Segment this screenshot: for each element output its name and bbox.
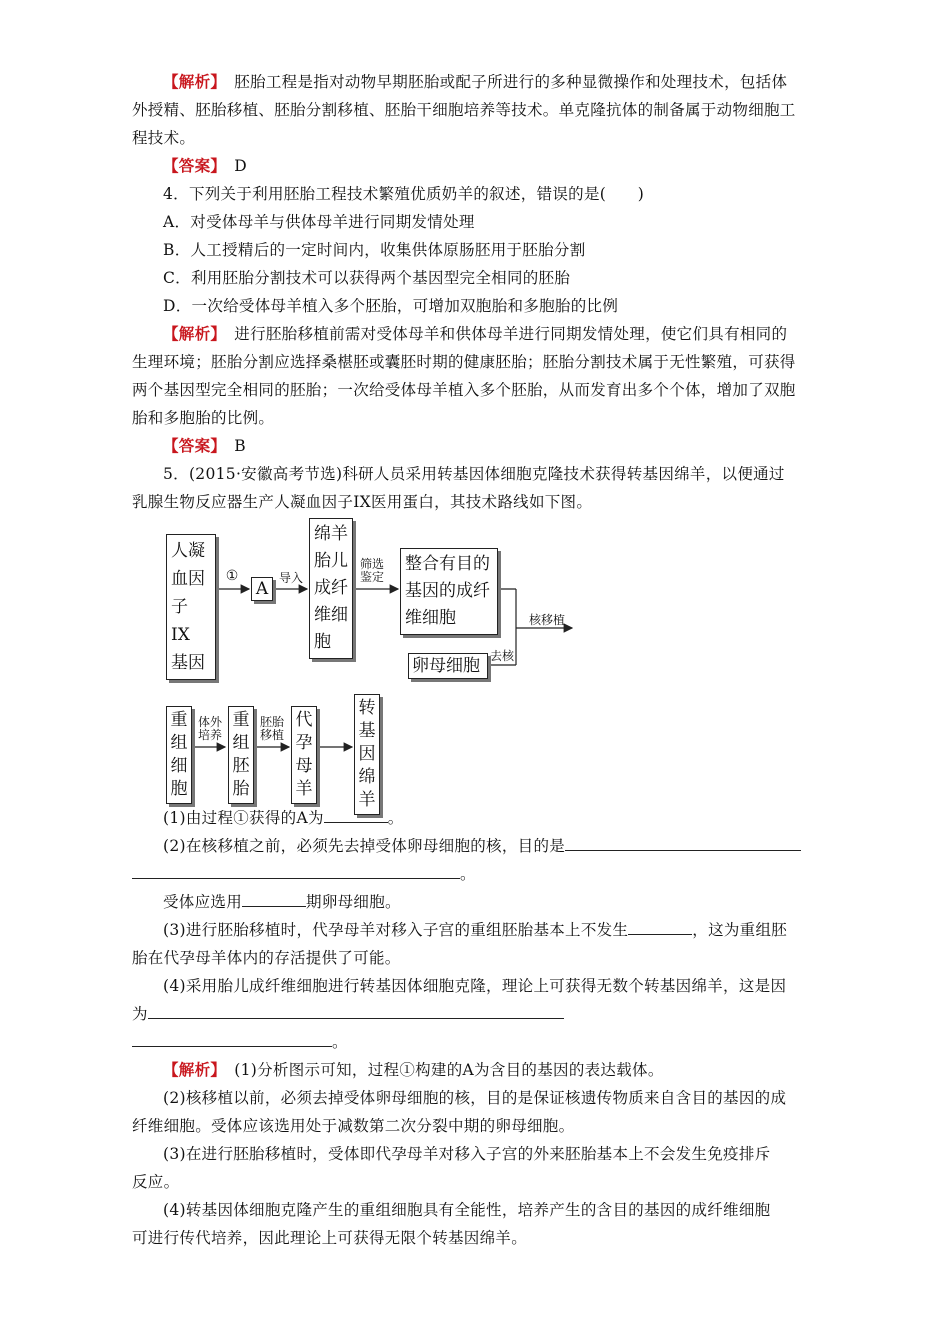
answer-blank[interactable]	[565, 834, 801, 851]
q5-sub3-post: ，这为重组胚	[692, 921, 788, 939]
q4-option-d: D．一次给受体母羊植入多个胚胎，可增加双胞胎和多胞胎的比例	[163, 297, 619, 315]
q5-analysis-3b: 反应。	[132, 1173, 180, 1191]
q5-sub4-l2: 为	[132, 1005, 148, 1023]
q5-analysis-2b: 纤维细胞。受体应该选用处于减数第二次分裂中期的卵母细胞。	[132, 1117, 575, 1135]
human-factor-ix-gene-box	[166, 534, 216, 680]
result-text-1: 转	[358, 698, 376, 718]
q5-sub3	[163, 916, 853, 944]
q5-sub1	[163, 804, 853, 832]
q5-analysis-4a: (4)转基因体细胞克隆产生的重组细胞具有全能性，培养产生的含目的基因的成纤维细胞	[163, 1201, 771, 1219]
answer-blank[interactable]	[132, 862, 460, 879]
reembryo-text-1: 重	[232, 710, 250, 730]
q5-analysis-1	[163, 1056, 853, 1084]
result-text-4: 绵	[358, 767, 376, 787]
q5-stem-line-2: 乳腺生物反应器生产人凝血因子IX医用蛋白，其技术路线如下图。	[132, 493, 593, 511]
answer-blank[interactable]	[628, 918, 692, 935]
q5-sub2	[163, 832, 853, 860]
q4-option-a: A．对受体母羊与供体母羊进行同期发情处理	[163, 213, 475, 231]
q5-stem-line-1: 5．(2015·安徽高考节选)科研人员采用转基因体细胞克隆技术获得转基因绵羊，以便通过	[163, 465, 785, 483]
q3-analysis-line-3: 程技术。	[132, 129, 196, 147]
surrogate-text-1: 代	[295, 710, 313, 730]
q5-sub4: (4)采用胎儿成纤维细胞进行转基因体细胞克隆，理论上可获得无数个转基因绵羊，这是因	[163, 977, 787, 995]
reembryo-text-4: 胎	[232, 779, 250, 799]
q4-answer: B	[234, 437, 246, 455]
recell-text-2: 组	[170, 733, 188, 753]
result-text-5: 羊	[358, 790, 376, 810]
q5-sub4-cont2	[132, 1028, 822, 1056]
q5-sub2b-post: 期卵母细胞。	[306, 893, 401, 911]
gene-text-2: 血因	[171, 569, 205, 589]
in-vitro-culture-label	[195, 716, 225, 742]
fibro-text-5: 胞	[314, 632, 331, 652]
result-text-3: 因	[358, 744, 376, 764]
gene-text-1: 人凝	[171, 541, 205, 561]
q5-sub2-cont	[132, 860, 822, 888]
surrogate-ewe-box	[291, 706, 317, 804]
gene-text-4: 基因	[171, 653, 205, 673]
answer-blank[interactable]	[132, 1030, 332, 1047]
answer-blank[interactable]	[148, 1002, 564, 1019]
analysis-tag: 【解析】	[163, 324, 219, 343]
target-text-2: 基因的成纤	[405, 581, 490, 601]
q5-analysis-1-text: (1)分析图示可知，过程①构建的A为含目的基因的表达载体。	[234, 1061, 664, 1079]
q5-sub2-text: (2)在核移植之前，必须先去掉受体卵母细胞的核，目的是	[163, 837, 566, 855]
analysis-tag: 【解析】	[163, 72, 219, 91]
surrogate-text-3: 母	[295, 756, 313, 776]
q3-analysis-text: 胚胎工程是指对动物早期胚胎或配子所进行的多种显微操作和处理技术，包括体	[234, 73, 788, 91]
oocyte-box: 卵母细胞	[408, 653, 488, 679]
nuclear-transfer-label: 核移植	[528, 613, 565, 627]
screen-identify-label	[355, 558, 389, 584]
target-gene-fibroblast-box	[400, 548, 498, 635]
recell-text-3: 细	[170, 756, 188, 776]
culture-text-2: 培养	[197, 728, 222, 742]
q4-option-b: B．人工授精后的一定时间内，收集供体原肠胚用于胚胎分割	[163, 241, 586, 259]
q5-sub1-text: (1)由过程①获得的A为	[163, 809, 324, 827]
step-1-label: ①	[225, 568, 239, 584]
fibro-text-1: 绵羊	[314, 524, 348, 544]
fibro-text-4: 维细	[314, 605, 348, 625]
target-text-1: 整合有目的	[405, 554, 490, 574]
sheep-fetal-fibroblast-box	[309, 518, 353, 659]
recell-text-1: 重	[170, 710, 188, 730]
answer-tag: 【答案】	[163, 156, 219, 175]
q5-analysis-4b: 可进行传代培养，因此理论上可获得无限个转基因绵羊。	[132, 1229, 528, 1247]
q5-sub3-cont: 胎在代孕母羊体内的存活提供了可能。	[132, 949, 401, 967]
recombinant-embryo-box	[228, 706, 254, 804]
embryo-transfer-label	[257, 716, 287, 742]
fibro-text-2: 胎儿	[314, 551, 348, 571]
q4-analysis-line-2: 生理环境；胚胎分割应选择桑椹胚或囊胚时期的健康胚胎；胚胎分割技术属于无性繁殖，可获得	[132, 353, 796, 371]
result-text-2: 基	[358, 721, 376, 741]
gene-text-3: 子 IX	[171, 597, 190, 645]
transfer-text-2: 移植	[259, 728, 284, 742]
q4-stem: 4．下列关于利用胚胎工程技术繁殖优质奶羊的叙述，错误的是( )	[163, 185, 645, 203]
q5-sub1-end: 。	[387, 809, 404, 827]
answer-blank[interactable]	[324, 806, 388, 823]
q5-analysis-3a: (3)在进行胚胎移植时，受体即代孕母羊对移入子宫的外来胚胎基本上不会发生免疫排斥	[163, 1145, 771, 1163]
reembryo-text-2: 组	[232, 733, 250, 753]
transfer-text-1: 胚胎	[259, 715, 284, 729]
q5-sub2b	[163, 888, 853, 916]
import-label: 导入	[278, 571, 303, 585]
fibro-text-3: 成纤	[314, 578, 348, 598]
identify-text: 鉴定	[359, 570, 384, 584]
q5-sub3-pre: (3)进行胚胎移植时，代孕母羊对移入子宫的重组胚胎基本上不发生	[163, 921, 629, 939]
q4-analysis-line-4: 胎和多胞胎的比例。	[132, 409, 275, 427]
culture-text-1: 体外	[197, 715, 222, 729]
answer-blank[interactable]	[242, 890, 306, 907]
surrogate-text-4: 羊	[295, 779, 313, 799]
q4-option-c: C．利用胚胎分割技术可以获得两个基因型完全相同的胚胎	[163, 269, 571, 287]
q5-sub4-cont	[132, 1000, 822, 1028]
vector-a-box: A	[251, 577, 273, 601]
q4-analysis-line-3: 两个基因型完全相同的胚胎；一次给受体母羊植入多个胚胎，从而发育出多个个体，增加了双胞	[132, 381, 796, 399]
transgenic-sheep-box	[354, 694, 380, 815]
reembryo-text-3: 胚	[232, 756, 250, 776]
recell-text-4: 胞	[170, 779, 188, 799]
q5-analysis-2a: (2)核移植以前，必须去掉受体卵母细胞的核，目的是保证核遗传物质来自含目的基因的成	[163, 1089, 787, 1107]
surrogate-text-2: 孕	[295, 733, 313, 753]
screen-text: 筛选	[359, 557, 384, 571]
recombinant-cell-box	[166, 706, 192, 804]
q5-sub2-end: 。	[460, 865, 476, 883]
analysis-tag: 【解析】	[163, 1060, 219, 1079]
q3-answer: D	[234, 157, 247, 175]
q3-analysis-line-2: 外授精、胚胎移植、胚胎分割移植、胚胎干细胞培养等技术。单克隆抗体的制备属于动物细胞工	[132, 101, 796, 119]
q5-sub4-end: 。	[332, 1033, 348, 1051]
answer-tag: 【答案】	[163, 436, 219, 455]
q4-analysis-text: 进行胚胎移植前需对受体母羊和供体母羊进行同期发情处理，使它们具有相同的	[234, 325, 788, 343]
target-text-3: 维细胞	[405, 608, 456, 628]
q5-sub2b-pre: 受体应选用	[163, 893, 243, 911]
enucleate-label: 去核	[489, 649, 514, 663]
